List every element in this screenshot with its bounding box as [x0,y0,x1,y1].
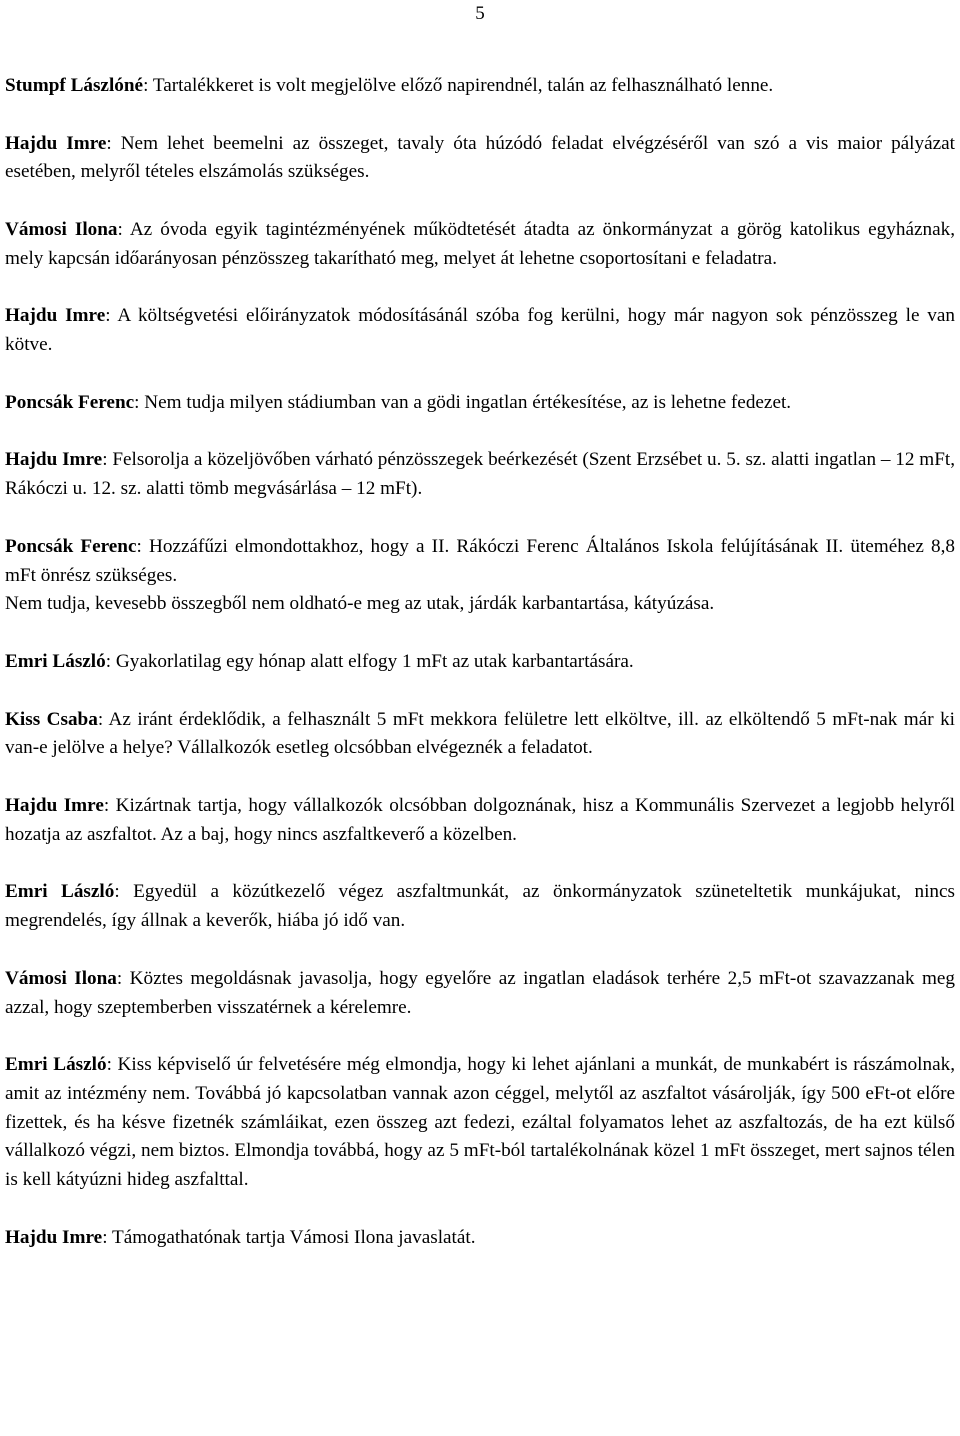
speaker-name: Poncsák Ferenc [5,391,135,413]
statement-text: : Nem lehet beemelni az összeget, tavaly óta húzódó feladat elvégzéséről van szó a vis maior pályázat esetében, melyről tételes elszámolás szükséges. [5,132,955,183]
paragraph-emri-1 [5,648,955,677]
speaker-name: Hajdu Imre [5,449,103,471]
paragraph-hajdu-1 [5,130,955,188]
paragraph-kiss-1 [5,706,955,764]
speaker-name: Stumpf Lászlóné [5,75,144,96]
statement-text: : Felsorolja a közeljövőben várható pénzösszegek beérkezését (Szent Erzsébet u. 5. sz. alatti ingatlan – 12 mFt, Rákóczi u. 12. sz. alatti tömb megvásárlása – 12 mFt). [5,449,955,500]
paragraph-poncsak-1 [5,389,955,418]
statement-text: : Nem tudja milyen stádiumban van a gödi ingatlan értékesítése, az is lehetne fedezet. [134,391,792,413]
statement-text: : Az óvoda egyik tagintézményének működtetését átadta az önkormányzat a görög katolikus egyháznak, mely kapcsán időarányosan pénzösszeg takarítható meg, melyet át lehetne csoportosítani e feladatra. [5,218,955,269]
statement-text: : Kiss képviselő úr felvetésére még elmondja, hogy ki lehet ajánlani a munkát, de munkabért is rászámolnak, amit az intézmény nem. Továbbá jó kapcsolatban vannak azon céggel, melytől az aszfaltot vásárolják, így 500 eFt-ot előre fizettek, és ha késve fizetnék számláikat, ezen összeg azt fedezi, ezáltal folyamatos lehet az aszfaltozás, de ha ezt külső vállalkozó végzi, nem biztos. Elmondja továbbá, hogy az 5 mFt-ból tartalékolnának közel 1 mFt összeget, mert sajnos télen is kell kátyúzni hideg aszfalttal. [5,1054,956,1191]
speaker-name: Vámosi Ilona [5,967,117,989]
speaker-name: Hajdu Imre [5,794,104,816]
paragraph-emri-3 [5,1051,955,1195]
paragraph-hajdu-2 [5,302,955,360]
statement-text: : Egyedül a közútkezelő végez aszfaltmunkát, az önkormányzatok szüneteltetik munkájukat, nincs megrendelés, így állnak a keverők, hiába jó idő van. [5,881,955,932]
statement-text: : A költségvetési előirányzatok módosításánál szóba fog kerülni, hogy már nagyon sok pénzösszeg le van kötve. [5,305,955,356]
speaker-name: Kiss Csaba [5,708,98,730]
page-number: 5 [475,3,485,24]
speaker-name: Hajdu Imre [5,1226,103,1248]
paragraph-hajdu-5 [5,1224,955,1253]
statement-text: : Tartalékkeret is volt megjelölve előző napirendnél, talán az felhasználható lenne. [143,75,774,96]
paragraph-poncsak-2-continued [5,590,955,619]
speaker-name: Hajdu Imre [5,132,107,154]
paragraph-poncsak-2 [5,533,955,591]
speaker-name: Hajdu Imre [5,305,106,327]
paragraph-vamosi-1 [5,216,955,274]
statement-text: : Gyakorlatilag egy hónap alatt elfogy 1 mFt az utak karbantartására. [105,650,634,672]
statement-text: : Kizártnak tartja, hogy vállalkozók olcsóbban dolgoznának, hisz a Kommunális Szervezet a legjobb helyről hozatja az aszfaltot. Az a baj, hogy nincs aszfaltkeverő a közelben. [5,794,955,845]
minutes-body [5,72,955,1253]
statement-text: : Támogathatónak tartja Vámosi Ilona javaslatát. [102,1226,476,1248]
statement-text: : Az iránt érdeklődik, a felhasznált 5 mFt mekkora felületre lett elköltve, ill. az elköltendő 5 mFt-nak már ki van-e jelölve a helye? Vállalkozók esetleg olcsóbban elvégeznék a feladatot. [5,708,956,759]
paragraph-hajdu-3 [5,446,955,504]
speaker-name: Emri László [5,881,115,903]
paragraph-vamosi-2 [5,965,955,1023]
speaker-name: Poncsák Ferenc [5,535,137,557]
speaker-name: Vámosi Ilona [5,218,118,240]
paragraph-emri-2 [5,878,955,936]
statement-text: Nem tudja, kevesebb összegből nem oldható-e meg az utak, járdák karbantartása, kátyúzása. [5,593,715,615]
paragraph-stumpf-1 [5,72,955,101]
statement-text: : Köztes megoldásnak javasolja, hogy egyelőre az ingatlan eladások terhére 2,5 mFt-ot szavazzanak meg azzal, hogy szeptemberben visszatérnek a kérelemre. [5,967,955,1018]
paragraph-hajdu-4 [5,792,955,850]
speaker-name: Emri László [5,1054,107,1076]
statement-text: : Hozzáfűzi elmondottakhoz, hogy a II. Rákóczi Ferenc Általános Iskola felújításának II. üteméhez 8,8 mFt önrész szükséges. [5,535,955,586]
speaker-name: Emri László [5,650,106,672]
